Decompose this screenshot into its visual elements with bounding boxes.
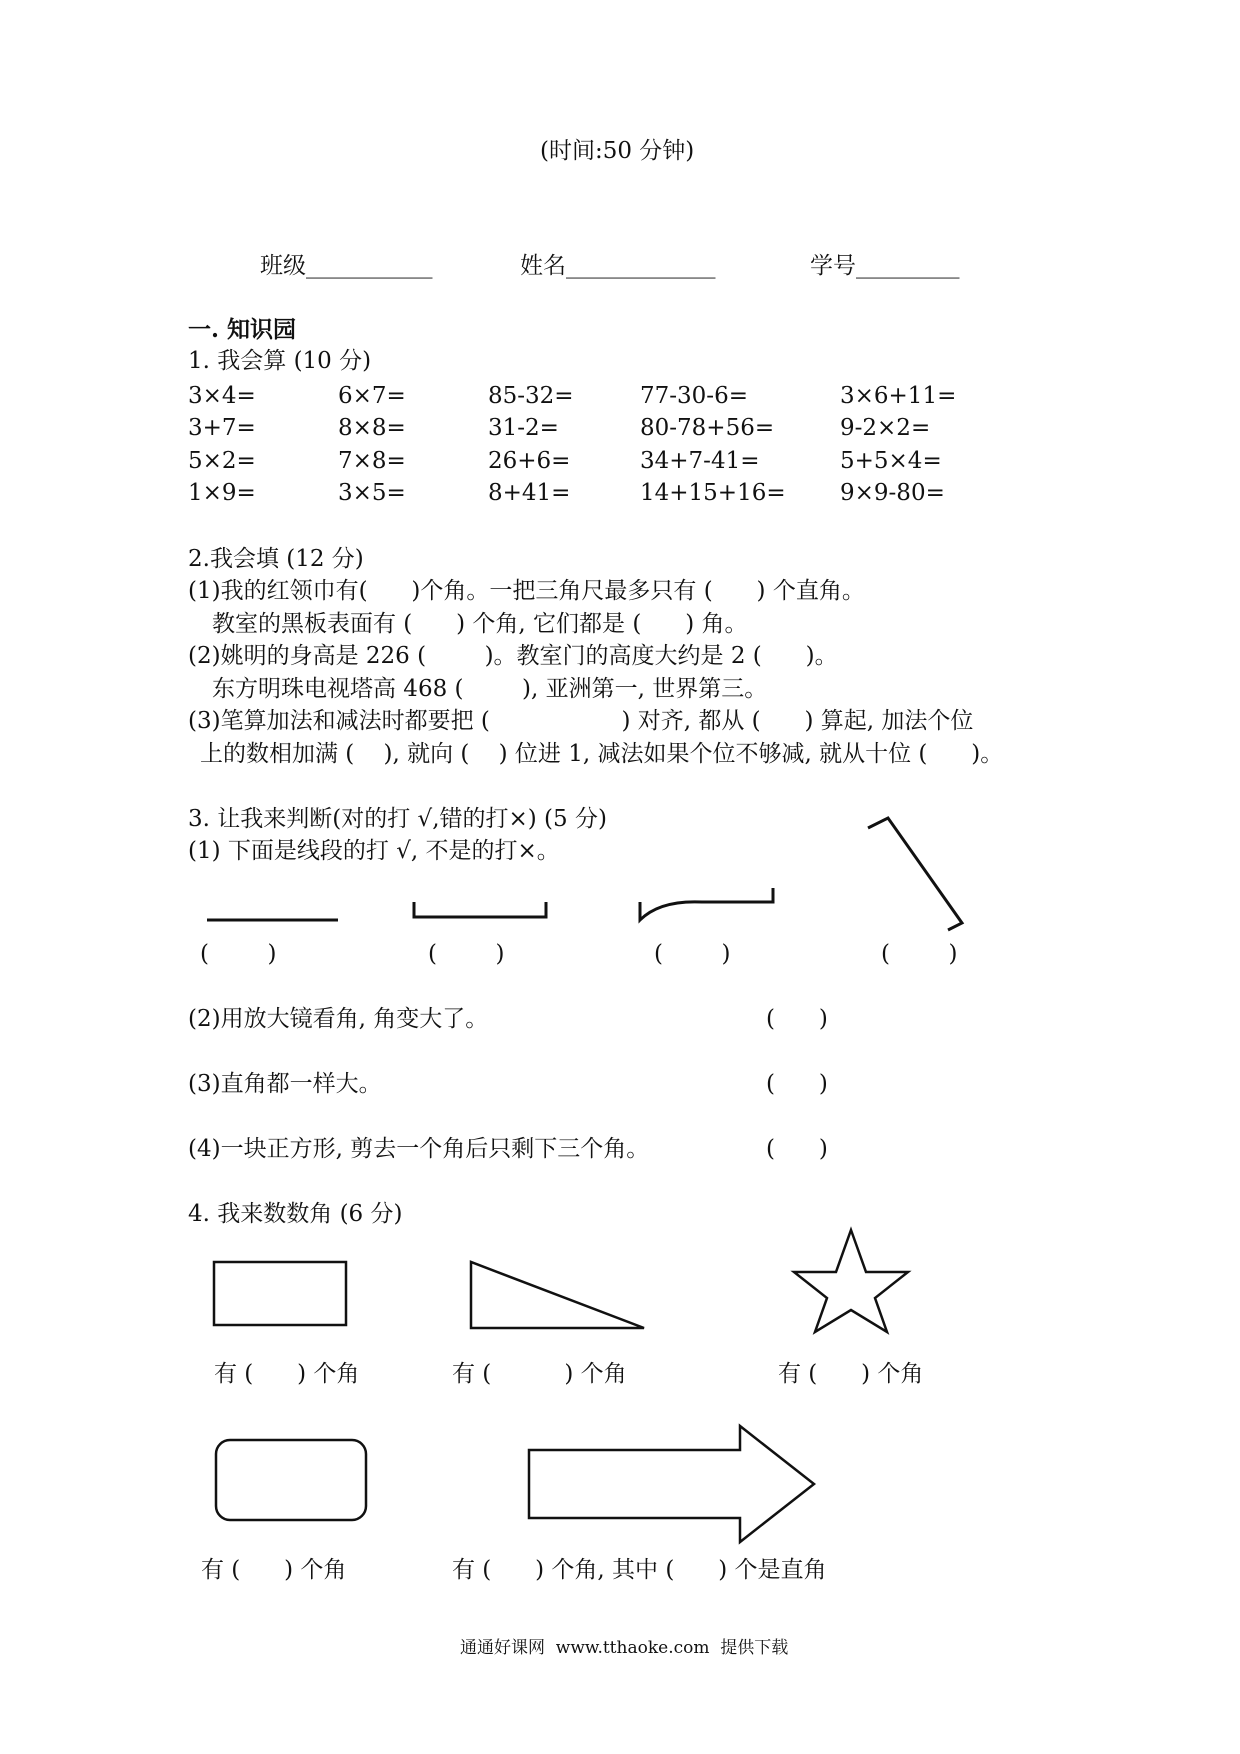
time-note: (时间:50 分钟)	[540, 138, 695, 164]
q2-line: (2)姚明的身高是 226 ( )。教室门的高度大约是 2 ( )。	[188, 643, 838, 669]
angle-count-label: 有 ( ) 个角	[214, 1361, 360, 1387]
class-field-label: 班级___________	[260, 253, 433, 279]
q1-title: 1. 我会算 (10 分)	[188, 348, 372, 374]
calc-item: 5×2=	[188, 448, 256, 474]
q2-title: 2.我会填 (12 分)	[188, 546, 364, 572]
judge-item: (4)一块正方形, 剪去一个角后只剩下三个角。	[188, 1136, 650, 1162]
angle-count-label: 有 ( ) 个角	[778, 1361, 924, 1387]
rectangle-figure	[214, 1262, 346, 1325]
angle-count-label: 有 ( ) 个角	[452, 1361, 627, 1387]
name-field-label: 姓名_____________	[520, 253, 716, 279]
calc-item: 7×8=	[338, 448, 406, 474]
calc-item: 14+15+16=	[640, 480, 786, 506]
q2-line: 东方明珠电视塔高 468 ( ), 亚洲第一, 世界第三。	[212, 676, 768, 702]
calc-item: 80-78+56=	[640, 415, 775, 441]
q4-title: 4. 我来数数角 (6 分)	[188, 1201, 403, 1227]
judge-item: (3)直角都一样大。	[188, 1071, 382, 1097]
answer-paren: ( )	[766, 1136, 828, 1162]
q2-line: 上的数相加满 ( ), 就向 ( ) 位进 1, 减法如果个位不够减, 就从十位 ( )。	[200, 741, 1004, 767]
q3-sub1: (1) 下面是线段的打 √, 不是的打×。	[188, 838, 560, 864]
angle-count-label: 有 ( ) 个角, 其中 ( ) 个是直角	[452, 1557, 827, 1583]
judge-item: (2)用放大镜看角, 角变大了。	[188, 1006, 489, 1032]
calc-item: 6×7=	[338, 383, 406, 409]
calc-item: 3×4=	[188, 383, 256, 409]
q3-title: 3. 让我来判断(对的打 √,错的打×) (5 分)	[188, 806, 607, 832]
answer-paren: ( )	[766, 1071, 828, 1097]
curved-segment-figure	[640, 888, 773, 920]
calc-item: 8+41=	[488, 480, 571, 506]
arrow-figure	[529, 1426, 814, 1542]
footer-credit: 通通好课网 www.tthaoke.com 提供下载	[460, 1638, 789, 1658]
calc-item: 9-2×2=	[840, 415, 931, 441]
q2-line: (3)笔算加法和减法时都要把 ( ) 对齐, 都从 ( ) 算起, 加法个位	[188, 708, 974, 734]
calc-item: 85-32=	[488, 383, 574, 409]
rounded-rectangle-figure	[216, 1440, 366, 1520]
answer-paren: ( )	[881, 941, 958, 967]
angle-count-label: 有 ( ) 个角	[201, 1557, 347, 1583]
bent-segment-figure	[868, 818, 962, 930]
calc-item: 34+7-41=	[640, 448, 760, 474]
calc-item: 77-30-6=	[640, 383, 748, 409]
answer-paren: ( )	[200, 941, 277, 967]
section-title: 一. 知识园	[188, 316, 297, 343]
right-triangle-figure	[471, 1262, 644, 1328]
q2-line: (1)我的红领巾有( )个角。一把三角尺最多只有 ( ) 个直角。	[188, 578, 865, 604]
calc-item: 3×5=	[338, 480, 406, 506]
bracket-figure	[414, 902, 546, 917]
calc-item: 26+6=	[488, 448, 571, 474]
answer-paren: ( )	[428, 941, 505, 967]
answer-paren: ( )	[766, 1006, 828, 1032]
calc-item: 9×9-80=	[840, 480, 945, 506]
calc-item: 8×8=	[338, 415, 406, 441]
calc-item: 3×6+11=	[840, 383, 957, 409]
star-figure	[794, 1230, 908, 1332]
student-id-field-label: 学号_________	[810, 253, 960, 279]
calc-item: 1×9=	[188, 480, 256, 506]
q2-line: 教室的黑板表面有 ( ) 个角, 它们都是 ( ) 角。	[212, 611, 748, 637]
calc-item: 31-2=	[488, 415, 559, 441]
answer-paren: ( )	[654, 941, 731, 967]
calc-item: 5+5×4=	[840, 448, 942, 474]
calc-item: 3+7=	[188, 415, 256, 441]
